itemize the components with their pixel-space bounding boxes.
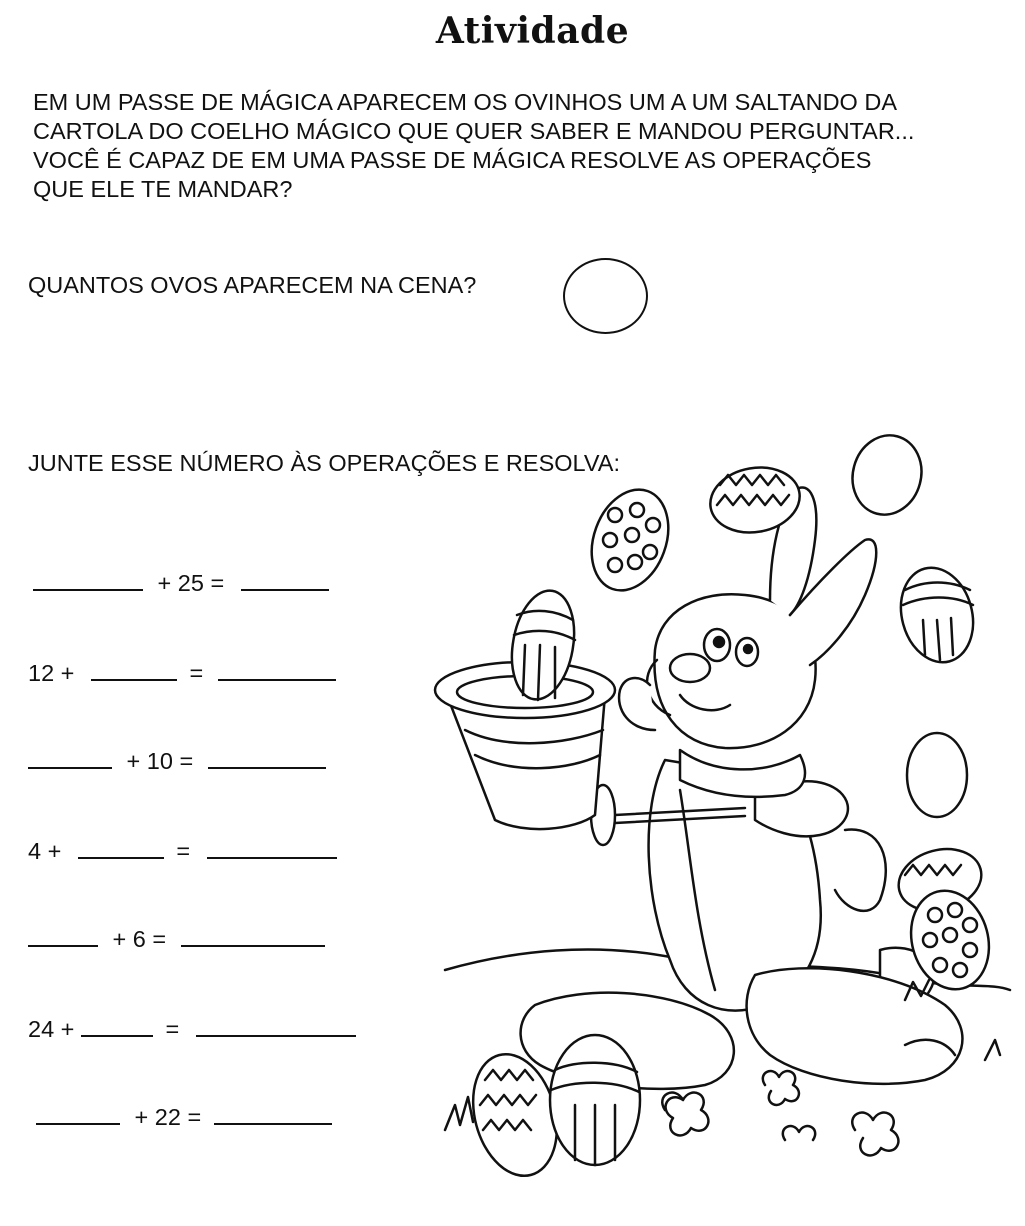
answer-blank[interactable]	[91, 661, 177, 681]
answer-blank[interactable]	[214, 1105, 332, 1125]
question-count-eggs: QUANTOS OVOS APARECEM NA CENA?	[28, 272, 477, 298]
answer-blank[interactable]	[218, 661, 336, 681]
answer-circle[interactable]	[563, 258, 648, 334]
operation-text: 12 +	[28, 660, 75, 686]
operation-text: 4 +	[28, 838, 62, 864]
operation-6	[28, 1016, 356, 1043]
operation-text: =	[176, 838, 191, 864]
answer-blank[interactable]	[207, 839, 337, 859]
answer-blank[interactable]	[81, 1017, 153, 1037]
operation-7	[36, 1104, 332, 1131]
intro-line: EM UM PASSE DE MÁGICA APARECEM OS OVINHOS UM A UM SALTANDO DA	[33, 89, 898, 115]
answer-blank[interactable]	[33, 571, 143, 591]
operation-text: + 10 =	[126, 748, 194, 774]
intro-line: VOCÊ É CAPAZ DE EM UMA PASSE DE MÁGICA RESOLVE AS OPERAÇÕES	[33, 147, 872, 173]
operation-1	[33, 570, 329, 597]
answer-blank[interactable]	[196, 1017, 356, 1037]
page-title: Atividade	[435, 10, 630, 52]
intro-line: QUE ELE TE MANDAR?	[33, 176, 293, 202]
operation-text: + 25 =	[157, 570, 225, 596]
answer-blank[interactable]	[78, 839, 164, 859]
answer-blank[interactable]	[28, 927, 98, 947]
bunny-magician-illustration	[425, 430, 1015, 1210]
answer-blank[interactable]	[36, 1105, 120, 1125]
operation-3	[28, 748, 326, 775]
intro-text	[33, 88, 1023, 204]
operation-text: 24 +	[28, 1016, 75, 1042]
answer-blank[interactable]	[28, 749, 112, 769]
operation-2	[28, 660, 336, 687]
operation-text: =	[189, 660, 204, 686]
operation-text: + 6 =	[112, 926, 167, 952]
instruction-text: JUNTE ESSE NÚMERO ÀS OPERAÇÕES E RESOLVA:	[28, 450, 620, 476]
answer-blank[interactable]	[241, 571, 329, 591]
operation-4	[28, 838, 337, 865]
answer-blank[interactable]	[181, 927, 325, 947]
answer-blank[interactable]	[208, 749, 326, 769]
operation-text: + 22 =	[134, 1104, 202, 1130]
intro-line: CARTOLA DO COELHO MÁGICO QUE QUER SABER E MANDOU PERGUNTAR...	[33, 118, 915, 144]
operation-text: =	[165, 1016, 180, 1042]
operation-5	[28, 926, 325, 953]
